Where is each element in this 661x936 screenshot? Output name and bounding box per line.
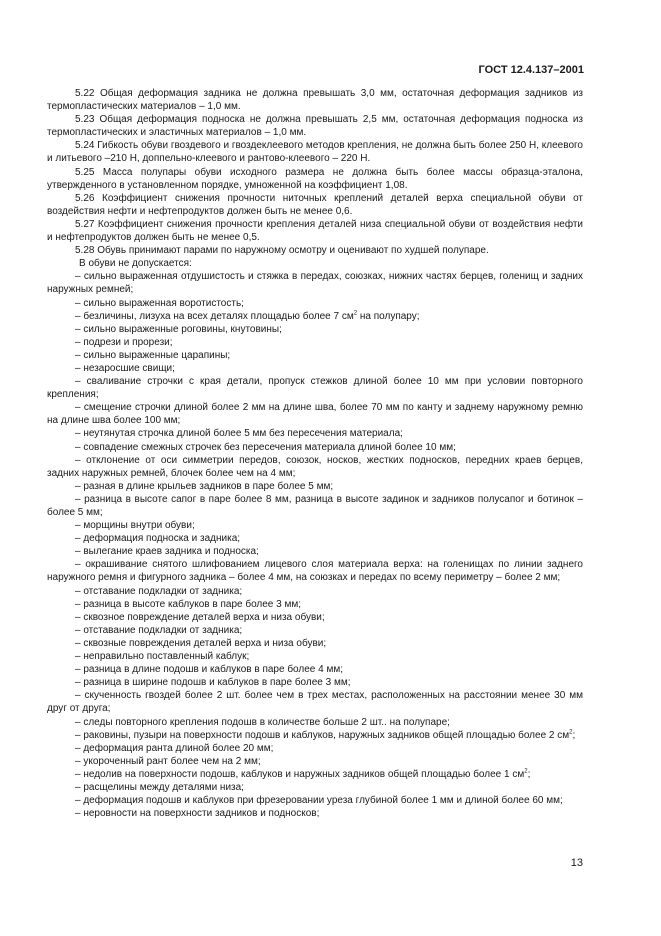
defect-item: – сквозное повреждение деталей верха и низа обуви;	[75, 611, 325, 623]
defect-text: – безличины, лизуха на всех деталях площадью более 7 см	[75, 310, 354, 322]
defect-item: – сильно выраженная отдушистость и стяжка в передах, союзках, нижних частях берцев, голенищ и задних наружных ремней;	[47, 271, 583, 296]
defect-item: – разница в длине подошв и каблуков в паре более 4 мм;	[75, 664, 344, 676]
defect-tail: ;	[527, 768, 531, 780]
defect-tail: на полупару;	[357, 310, 420, 322]
paragraph-5-25: 5.25 Масса полупары обуви исходного размера не должна быть более массы образца-эталона, утвержденного в установленном порядке, умноженной на коэффициент 1,08.	[47, 166, 583, 191]
defect-text: – недолив на поверхности подошв, каблуков и наружных задников общей площадью более 1 см	[75, 768, 525, 780]
page-number: 13	[570, 857, 583, 869]
defect-item: – неправильно поставленный каблук;	[75, 651, 250, 663]
defect-item: – отставание подкладки от задника;	[75, 624, 243, 636]
superscript: 2	[524, 768, 528, 775]
defect-item: – деформация подошв и каблуков при фрезеровании уреза глубиной более 1 мм и длиной более 60 мм;	[75, 795, 563, 807]
defect-item: – отставание подкладки от задника;	[75, 585, 243, 597]
superscript: 2	[569, 729, 573, 736]
paragraph-5-24: 5.24 Гибкость обуви гвоздевого и гвоздеклеевого методов крепления, не должна быть более 250 Н, клеевого и литьевого –210 Н, доппельно-клеевого и рантово-клеевого – 220 Н.	[47, 140, 583, 165]
defect-item: – разница в высоте сапог в паре более 8 мм, разница в высоте задинок и задников полусапог и ботинок – более 5 мм;	[47, 493, 583, 518]
document-body	[47, 87, 583, 820]
defect-item: – разная в длине крыльев задников в паре более 5 мм;	[75, 480, 334, 492]
defect-item-sup	[47, 310, 583, 323]
document-code: ГОСТ 12.4.137–2001	[478, 64, 584, 76]
defect-item: – деформация ранта длиной более 20 мм;	[75, 742, 274, 754]
paragraph-5-27: 5.27 Коэффициент снижения прочности крепления деталей низа специальной обуви от воздействия нефти и нефтепродуктов должен быть не менее 0,5.	[47, 218, 583, 244]
defect-item: – следы повторного крепления подошв в количестве больше 2 шт.. на полупаре;	[75, 716, 450, 728]
defect-item: – сваливание строчки с края детали, пропуск стежков длиной более 10 мм при условии повторного крепления;	[47, 376, 583, 401]
defect-item: – незаросшие свищи;	[75, 362, 175, 374]
defect-text: – раковины, пузыри на поверхности подошв и каблуков, наружных задников общей площадью более 2 см	[75, 729, 570, 741]
paragraph-5-22: 5.22 Общая деформация задника не должна превышать 3,0 мм, остаточная деформация задников из термопластических материалов – 1,0 мм.	[47, 88, 583, 113]
paragraph-5-23: 5.23 Общая деформация подноска не должна превышать 2,5 мм, остаточная деформация подноска из термопластических и эластичных материалов – 1,0 мм.	[47, 114, 583, 139]
defect-item: – деформация подноска и задника;	[75, 533, 241, 545]
defect-item: – неутянутая строчка длиной более 5 мм без пересечения материала;	[75, 428, 403, 440]
defect-item: – сильно выраженные роговины, кнутовины;	[75, 323, 282, 335]
defect-item: – неровности на поверхности задников и подносков;	[75, 808, 320, 820]
defect-item: – вылегание краев задника и подноска;	[75, 546, 259, 558]
paragraph-5-28: 5.28 Обувь принимают парами по наружному осмотру и оценивают по худшей полупаре.	[75, 245, 489, 257]
defect-item-sup	[47, 768, 583, 781]
defect-item: – сильно выраженные царапины;	[75, 349, 231, 361]
defect-item: – смещение строчки длиной более 2 мм на длине шва, более 70 мм по канту и заднему наружному ремню на длине шва более 100 мм;	[47, 402, 583, 427]
defect-item: – окрашивание снятого шлифованием лицевого слоя материала верха: на голенищах по линии заднего наружного ремня и фигурного задника – более 4 мм, на союзках и передах по всему периметру – более 2 мм;	[47, 559, 583, 584]
paragraph-5-26: 5.26 Коэффициент снижения прочности ниточных креплений деталей верха специальной обуви от воздействия нефти и нефтепродуктов должен быть не менее 0,6.	[47, 192, 583, 217]
defect-item: – отклонение от оси симметрии передов, союзок, носков, жестких подносков, передних краев берцев, задних наружных ремней, блочек более чем на 4 мм;	[47, 454, 583, 479]
defect-item: – расщелины между деталями низа;	[75, 781, 244, 793]
defects-intro: В обуви не допускается:	[79, 258, 192, 270]
defect-item: – подрези и прорези;	[75, 336, 173, 348]
defect-item-sup	[47, 729, 583, 742]
defect-item: – морщины внутри обуви;	[75, 520, 195, 532]
defect-item: – укороченный рант более чем на 2 мм;	[75, 755, 261, 767]
defect-item: – сильно выраженная воротистость;	[75, 297, 244, 309]
superscript: 2	[353, 310, 358, 317]
defect-item: – разница в ширине подошв и каблуков в паре более 3 мм;	[75, 677, 351, 689]
defect-item: – совпадение смежных строчек без пересечения материала длиной более 10 мм;	[75, 441, 456, 453]
defect-item: – разница в высоте каблуков в паре более 3 мм;	[75, 598, 302, 610]
defect-item: – скученность гвоздей более 2 шт. более чем в трех местах, расположенных на расстоянии менее 30 мм друг от друга;	[47, 690, 583, 715]
defect-tail: ;	[572, 729, 576, 741]
defect-item: – сквозные повреждения деталей верха и низа обуви;	[75, 637, 327, 649]
